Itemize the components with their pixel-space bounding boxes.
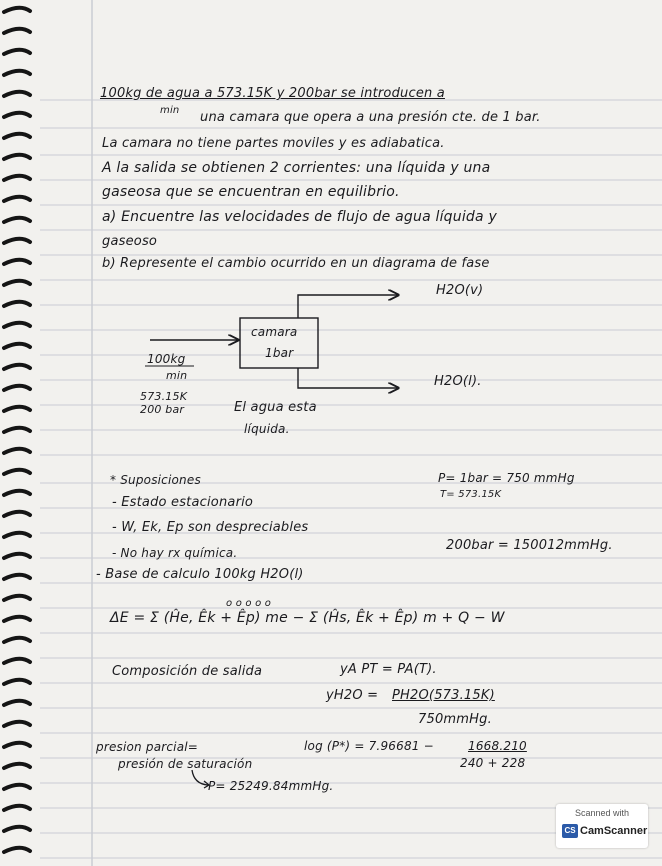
spiral-loop xyxy=(4,701,30,705)
pressure-conversion: 200bar = 150012mmHg. xyxy=(446,538,613,553)
assumption-item: - Base de calculo 100kg H2O(l) xyxy=(96,567,304,582)
composition-eq-2-numerator: PH2O(573.15K) xyxy=(392,688,495,703)
energy-balance-equation: ΔE = Σ (Ĥe, Êk + Êp) me − Σ (Ĥs, Êk + Êp) m + Q − W xyxy=(110,610,505,626)
inflow-denominator: min xyxy=(166,369,188,382)
spiral-loop xyxy=(4,260,30,264)
spiral-loop xyxy=(4,239,30,243)
spiral-loop xyxy=(4,680,30,684)
spiral-loop xyxy=(4,428,30,432)
spiral-loop xyxy=(4,764,30,768)
spiral-loop xyxy=(4,323,30,327)
problem-line-7: gaseoso xyxy=(102,234,158,249)
spiral-loop xyxy=(4,365,30,369)
spiral-loop xyxy=(4,134,30,138)
antoine-numerator: 1668.210 xyxy=(468,739,527,753)
chamber-label: camara xyxy=(251,325,298,339)
problem-min-label: min xyxy=(160,105,180,116)
assumptions-header: * Suposiciones xyxy=(110,473,201,487)
problem-line-6: a) Encuentre las velocidades de flujo de agua líquida y xyxy=(102,209,497,225)
inlet-note-line-1: El agua esta xyxy=(234,400,317,415)
saturation-pressure-result: P= 25249.84mmHg. xyxy=(208,779,334,793)
antoine-denominator: 240 + 228 xyxy=(460,756,526,770)
partial-pressure-label: presion parcial= xyxy=(96,740,199,754)
spiral-loop xyxy=(4,617,30,621)
spiral-loop xyxy=(4,407,30,411)
assumption-item: - No hay rx química. xyxy=(112,546,238,560)
energy-cancel-marks: o o o o o xyxy=(226,598,272,609)
inflow-numerator: 100kg xyxy=(147,352,186,366)
spiral-loop xyxy=(4,113,30,117)
spiral-loop xyxy=(4,575,30,579)
spiral-loop xyxy=(4,722,30,726)
antoine-equation-left: log (P*) = 7.96681 − xyxy=(304,739,434,753)
watermark-caption: Scanned with xyxy=(574,808,630,818)
inlet-temperature: 573.15K xyxy=(140,390,188,403)
chamber-pressure: 1bar xyxy=(265,346,294,360)
problem-line-3: La camara no tiene partes moviles y es adiabatica. xyxy=(102,136,445,151)
spiral-loop xyxy=(4,512,30,516)
spiral-loop xyxy=(4,533,30,537)
spiral-loop xyxy=(4,8,30,12)
spiral-loop xyxy=(4,470,30,474)
spiral-loop xyxy=(4,785,30,789)
spiral-loop xyxy=(4,491,30,495)
spiral-loop xyxy=(4,638,30,642)
camscanner-logo-icon: CS xyxy=(562,824,578,838)
spiral-loop xyxy=(4,29,30,33)
spiral-loop xyxy=(4,806,30,810)
spiral-loop xyxy=(4,743,30,747)
spiral-loop xyxy=(4,92,30,96)
problem-line-2: una camara que opera a una presión cte. de 1 bar. xyxy=(200,110,541,125)
camscanner-watermark xyxy=(556,804,648,848)
spiral-binding xyxy=(0,0,40,866)
spiral-loop xyxy=(4,302,30,306)
problem-line-5: gaseosa que se encuentran en equilibrio. xyxy=(102,184,400,200)
spiral-loop xyxy=(4,176,30,180)
spiral-loop xyxy=(4,197,30,201)
assumption-item: - W, Ek, Ep son despreciables xyxy=(112,520,309,535)
spiral-loop xyxy=(4,848,30,852)
assumption-item: - Estado estacionario xyxy=(112,495,254,510)
spiral-loop xyxy=(4,155,30,159)
problem-line-8: b) Represente el cambio ocurrido en un diagrama de fase xyxy=(102,256,490,271)
composition-label: Composición de salida xyxy=(112,664,263,679)
saturation-pressure-label: presión de saturación xyxy=(118,757,253,771)
spiral-loop xyxy=(4,659,30,663)
spiral-loop xyxy=(4,71,30,75)
temperature-condition: T= 573.15K xyxy=(440,489,502,500)
spiral-loop xyxy=(4,344,30,348)
composition-eq-2-left: yH2O = xyxy=(326,688,379,703)
result-arrow xyxy=(190,768,212,790)
pressure-condition: P= 1bar = 750 mmHg xyxy=(438,471,575,485)
spiral-loop xyxy=(4,827,30,831)
spiral-loop xyxy=(4,281,30,285)
spiral-loop xyxy=(4,50,30,54)
watermark-brand: CamScanner xyxy=(580,825,648,837)
spiral-loop xyxy=(4,218,30,222)
composition-eq-1: yA PT = PA(T). xyxy=(340,662,437,677)
liquid-outlet-label: H2O(l). xyxy=(434,374,482,389)
spiral-loop xyxy=(4,554,30,558)
vapor-outlet-label: H2O(v) xyxy=(436,283,484,298)
spiral-loop xyxy=(4,386,30,390)
problem-line-1: 100kg de agua a 573.15K y 200bar se introducen a xyxy=(100,86,445,101)
spiral-loop xyxy=(4,596,30,600)
inlet-pressure: 200 bar xyxy=(140,403,185,416)
inlet-note-line-2: líquida. xyxy=(244,422,290,436)
spiral-loop xyxy=(4,449,30,453)
problem-line-4: A la salida se obtienen 2 corrientes: una líquida y una xyxy=(102,160,491,176)
composition-eq-2-denominator: 750mmHg. xyxy=(418,712,492,727)
